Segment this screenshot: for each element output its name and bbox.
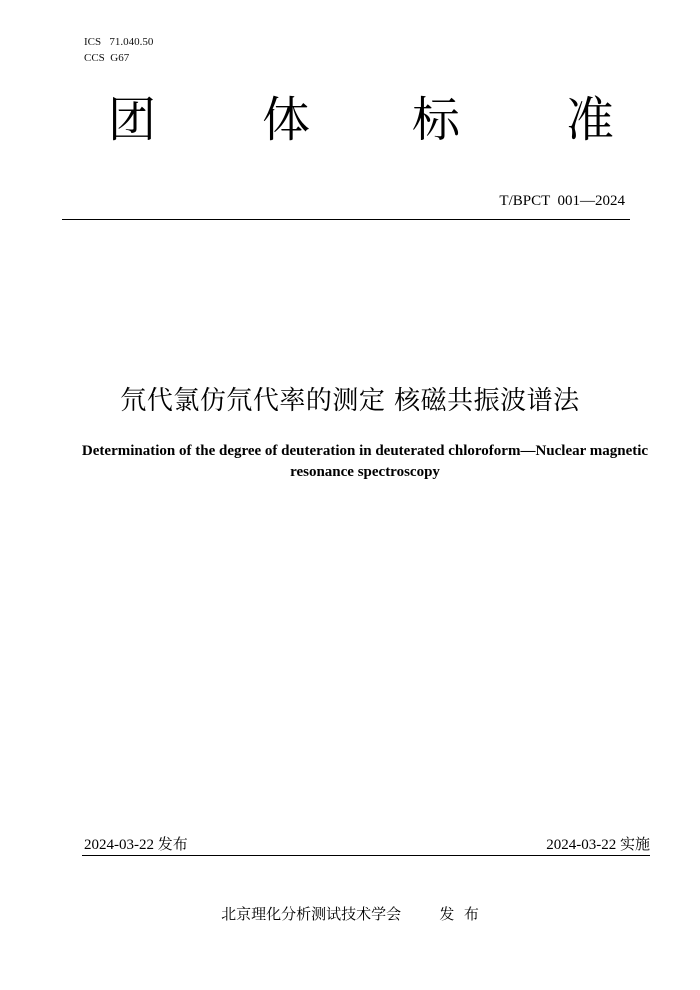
- publisher-name: 北京理化分析测试技术学会: [221, 905, 402, 923]
- standard-number: T/BPCT 001—2024: [499, 193, 625, 209]
- ccs-code: CCS G67: [84, 52, 130, 64]
- title-char-1: 团: [108, 92, 157, 148]
- bottom-divider: [82, 855, 650, 856]
- implement-date-line: [546, 834, 650, 855]
- document-type-title: [0, 88, 700, 158]
- publish-date-line: [84, 834, 188, 855]
- top-divider: [62, 219, 630, 220]
- ics-code: ICS 71.040.50: [84, 36, 154, 48]
- english-title: Determination of the degree of deuteration in deuterated chloroform—Nuclear magnetic resonance spectroscopy: [81, 443, 649, 480]
- title-char-2: 体: [262, 92, 311, 148]
- publisher-action: 发 布: [439, 905, 479, 923]
- classification-codes: [84, 34, 153, 66]
- title-char-3: 标: [412, 92, 461, 148]
- publisher-line: [0, 903, 700, 925]
- chinese-title: 氘代氯仿氘代率的测定 核磁共振波谱法: [120, 386, 580, 416]
- publish-date: 2024-03-22: [84, 837, 154, 853]
- title-char-4: 准: [566, 92, 615, 148]
- publish-label: 发布: [157, 835, 188, 853]
- implement-date: 2024-03-22: [546, 837, 617, 853]
- implement-label: 实施: [619, 835, 650, 853]
